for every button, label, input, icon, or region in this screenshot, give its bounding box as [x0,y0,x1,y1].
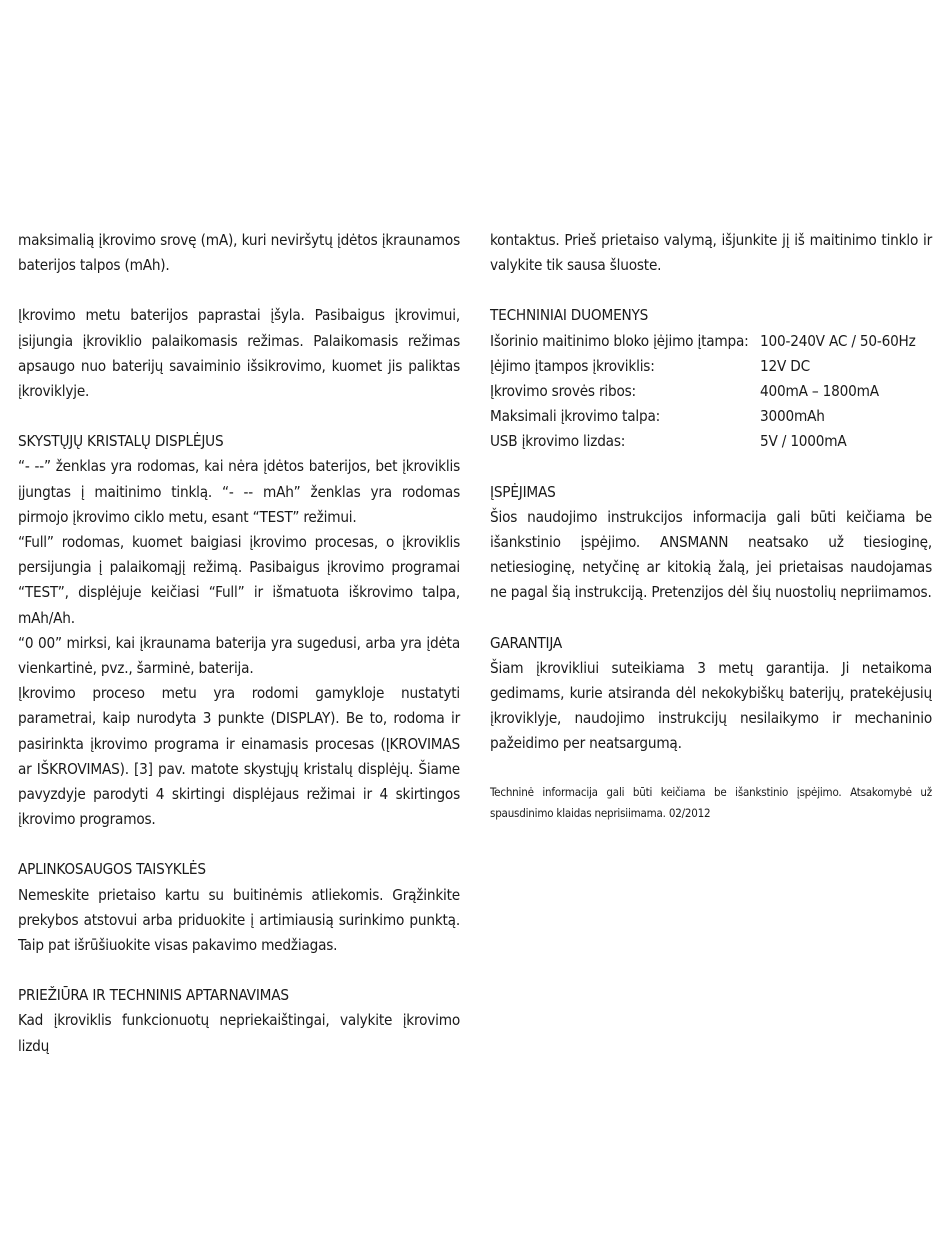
spec-label: Maksimali įkrovimo talpa: [490,407,661,426]
lcd-paragraph-3: “0 00” mirksi, kai įkraunama baterija yra sugedusi, arba yra įdėta vienkartinė, pvz., šarminė, baterija. [18,633,460,678]
environment-heading: APLINKOSAUGOS TAISYKLĖS [18,860,206,879]
spec-value: 12V DC [760,356,810,375]
warranty-heading: GARANTIJA [490,633,563,652]
technical-data-heading: TECHNINIAI DUOMENYS [490,306,649,325]
spec-row [490,329,932,354]
spec-label: Įkrovimo srovės ribos: [490,382,636,401]
spec-row [490,404,932,429]
left-column [18,228,460,1059]
lcd-paragraph-1: “- --” ženklas yra rodomas, kai nėra įdėtos baterijos, bet įkroviklis įjungtas į maitinimo tinklą. “- -- mAh” ženklas yra rodomas pirmojo įkrovimo ciklo metu, esant “TEST” režimui. [18,457,460,526]
spec-row [490,379,932,404]
spec-label: Išorinio maitinimo bloko įėjimo įtampa: [490,331,749,350]
spec-value: 100-240V AC / 50-60Hz [760,331,916,350]
heating-paragraph: Įkrovimo metu baterijos paprastai įšyla. Pasibaigus įkrovimui, įsijungia įkroviklio palaikomasis režimas. Palaikomasis režimas apsaugo nuo baterijų savaiminio išsikrovimo, kuomet jis paliktas įkroviklyje. [18,306,460,401]
lcd-paragraph-4: Įkrovimo proceso metu yra rodomi gamykloje nustatyti parametrai, kaip nurodyta 3 punkte (DISPLAY). Be to, rodoma ir pasirinkta įkrovimo programa ir einamasis procesas (ĮKROVIMAS ar IŠKROVIMAS). [3] pav. matote skystųjų kristalų displėjų. Šiame pavyzdyje parodyti 4 skirtingi displėjaus režimai ir 4 skirtingos įkrovimo programos. [18,684,460,829]
warning-heading: ĮSPĖJIMAS [490,482,556,501]
lcd-heading: SKYSTŲJŲ KRISTALŲ DISPLĖJUS [18,432,224,451]
lcd-paragraph-2: “Full” rodomas, kuomet baigiasi įkrovimo procesas, o įkroviklis persijungia į palaikomąjį režimą. Pasibaigus įkrovimo programai “TEST”, displėjuje keičiasi “Full” ir išmatuota iškrovimo talpa, mAh/Ah. [18,533,460,627]
maintenance-paragraph-continued: kontaktus. Prieš prietaiso valymą, išjunkite jį iš maitinimo tinklo ir valykite tik sausa šluoste. [490,231,932,275]
warranty-paragraph: Šiam įkrovikliui suteikiama 3 metų garantija. Ji netaikoma gedimams, kurie atsiranda dėl nekokybiškų baterijų, pratekėjusių įkroviklyje, naudojimo instrukcijų nesilaikymo ir mechaninio pažeidimo per neatsargumą. [490,658,932,753]
disclaimer-footnote: Techninė informacija gali būti keičiama be išankstinio įspėjimo. Atsakomybė už spausdinimo klaidas neprisiimama. 02/2012 [490,784,932,820]
spec-value: 5V / 1000mA [760,432,847,451]
spec-value: 3000mAh [760,407,825,426]
environment-paragraph: Nemeskite prietaiso kartu su buitinėmis atliekomis. Grąžinkite prekybos atstovui arba priduokite į artimiausią surinkimo punktą. Taip pat išrūšiuokite visas pakavimo medžiagas. [18,885,460,955]
warning-paragraph: Šios naudojimo instrukcijos informacija gali būti keičiama be išankstinio įspėjimo. ANSMANN neatsako už tiesioginę, netiesioginę, netyčinę ar kitokią žalą, jei prietaisas naudojamas ne pagal šią instrukciją. Pretenzijos dėl šių nuostolių nepriimamos. [490,507,932,602]
spec-row [490,429,932,454]
maintenance-heading: PRIEŽIŪRA IR TECHNINIS APTARNAVIMAS [18,986,289,1005]
spec-label: Įėjimo įtampos įkroviklis: [490,356,655,375]
intro-paragraph: maksimalią įkrovimo srovę (mA), kuri neviršytų įdėtos įkraunamos baterijos talpos (mAh). [18,231,460,275]
technical-specs-table [490,329,932,455]
maintenance-paragraph: Kad įkroviklis funkcionuotų nepriekaištingai, valykite įkrovimo lizdų [18,1011,460,1055]
spec-label: USB įkrovimo lizdas: [490,432,626,451]
spec-row [490,354,932,379]
right-column [490,228,932,824]
spec-value: 400mA – 1800mA [760,382,879,401]
